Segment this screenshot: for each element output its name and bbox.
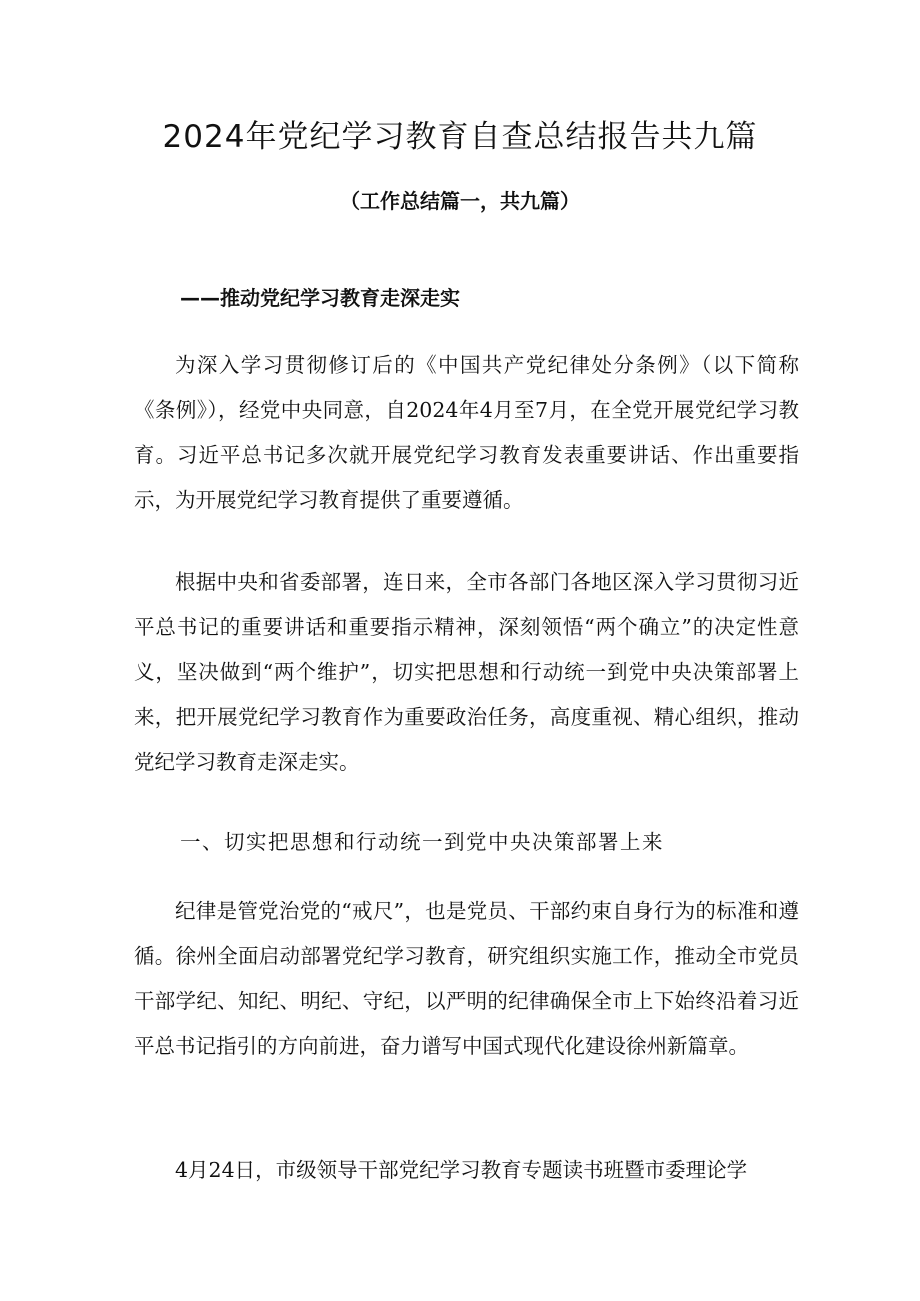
document-title: 2024年党纪学习教育自查总结报告共九篇 bbox=[162, 119, 758, 155]
paragraph-intro: 为深入学习贯彻修订后的《中国共产党纪律处分条例》（以下简称《条例》），经党中央同意，自2024年4月至7月，在全党开展党纪学习教育。习近平总书记多次就开展党纪学习教育发表重要讲话、作出重要指示，为开展党纪学习教育提供了重要遵循。 bbox=[134, 353, 799, 512]
paragraph-discipline: 纪律是管党治党的“戒尺”，也是党员、干部约束自身行为的标准和遵循。徐州全面启动部署党纪学习教育，研究组织实施工作，推动全市党员干部学纪、知纪、明纪、守纪，以严明的纪律确保全市上下始终沿着习近平总书记指引的方向前进，奋力谱写中国式现代化建设徐州新篇章。 bbox=[134, 899, 799, 1058]
paragraph-deployment: 根据中央和省委部署，连日来，全市各部门各地区深入学习贯彻习近平总书记的重要讲话和重要指示精神，深刻领悟“两个确立”的决定性意义，坚决做到“两个维护”，切实把思想和行动统一到党中央决策部署上来，把开展党纪学习教育作为重要政治任务，高度重视、精心组织，推动党纪学习教育走深走实。 bbox=[134, 570, 799, 774]
dash-heading: ——推动党纪学习教育走深走实 bbox=[180, 286, 460, 310]
paragraph-april-24: 4月24日，市级领导干部党纪学习教育专题读书班暨市委理论学 bbox=[175, 1158, 748, 1182]
document-subtitle: （工作总结篇一，共九篇） bbox=[340, 189, 580, 213]
section-heading-1: 一、切实把思想和行动统一到党中央决策部署上来 bbox=[180, 830, 664, 854]
